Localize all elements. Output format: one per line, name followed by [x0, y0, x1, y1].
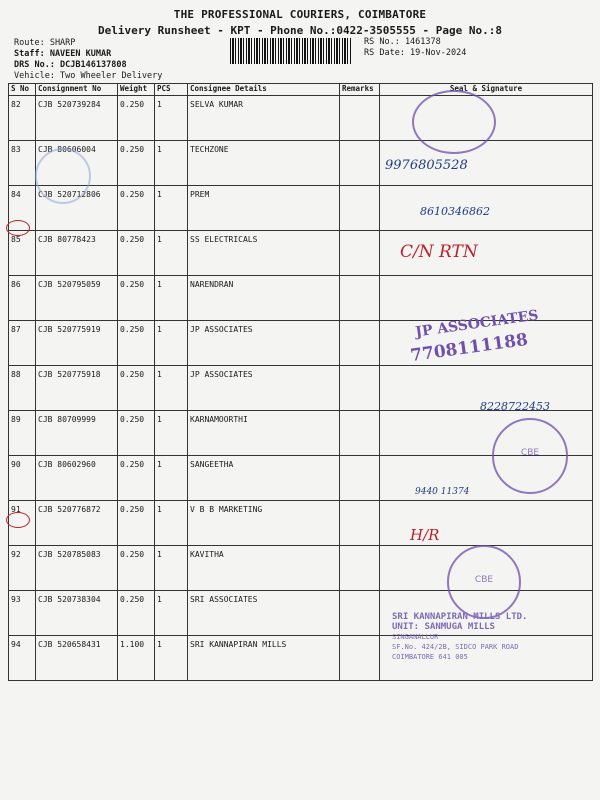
- company-title: THE PROFESSIONAL COURIERS, COIMBATORE: [173, 8, 427, 21]
- col-seal: Seal & Signature: [380, 84, 593, 96]
- round-stamp-top: [412, 90, 496, 154]
- handwriting-92: H/R: [410, 526, 440, 544]
- row-consignment: CJB 520785083: [36, 546, 118, 591]
- row-sno: 93: [9, 591, 36, 636]
- row-sno: 84: [9, 186, 36, 231]
- row-remarks: [340, 231, 380, 276]
- row-weight: 0.250: [118, 141, 155, 186]
- table-row: [9, 231, 593, 276]
- row-consignment: CJB 520738304: [36, 591, 118, 636]
- row-consignee: SS ELECTRICALS: [188, 231, 340, 276]
- seal-line-3: SINGANALLUR: [392, 633, 439, 641]
- row-consignment: CJB 520776872: [36, 501, 118, 546]
- row-remarks: [340, 591, 380, 636]
- row-consignee: SELVA KUMAR: [188, 96, 340, 141]
- row-pcs: 1: [155, 546, 188, 591]
- cbe-stamp-2-text: CBE: [474, 575, 494, 585]
- row-remarks: [340, 546, 380, 591]
- runsheet-subtitle: Delivery Runsheet - KPT - Phone No.:0422-3505555 - Page No.:8: [98, 24, 502, 37]
- row-weight: 0.250: [118, 186, 155, 231]
- row-weight: 0.250: [118, 96, 155, 141]
- row-consignment: CJB 520775919: [36, 321, 118, 366]
- round-stamp-left: [35, 148, 91, 204]
- row-sno: 86: [9, 276, 36, 321]
- row-consignment: CJB 80606004: [36, 141, 118, 186]
- row-sno: 88: [9, 366, 36, 411]
- row-sno: 90: [9, 456, 36, 501]
- meta-right: [364, 37, 466, 59]
- row-pcs: 1: [155, 366, 188, 411]
- company-seal-stamp: [392, 612, 552, 662]
- row-sno: 85: [9, 231, 36, 276]
- row-consignee: KARNAMOORTHI: [188, 411, 340, 456]
- col-remarks: Remarks: [340, 84, 380, 96]
- cbe-stamp-1: [492, 418, 568, 494]
- row-remarks: [340, 96, 380, 141]
- row-weight: 0.250: [118, 411, 155, 456]
- col-weight: Weight: [118, 84, 155, 96]
- row-weight: 1.100: [118, 636, 155, 681]
- row-weight: 0.250: [118, 456, 155, 501]
- row-consignee: JP ASSOCIATES: [188, 321, 340, 366]
- cbe-stamp-1-text: CBE: [520, 448, 540, 458]
- handwriting-89: 8228722453: [480, 400, 550, 413]
- handwriting-91: 9440 11374: [415, 487, 470, 497]
- row-consignment: CJB 80778423: [36, 231, 118, 276]
- row-remarks: [340, 141, 380, 186]
- table-row: [9, 96, 593, 141]
- row-remarks: [340, 321, 380, 366]
- row-weight: 0.250: [118, 321, 155, 366]
- row-remarks: [340, 501, 380, 546]
- red-circle-85: [6, 220, 30, 236]
- staff-label: Staff: NAVEEN KUMAR: [14, 49, 112, 59]
- cbe-stamp-2: [447, 545, 521, 619]
- barcode: [230, 38, 352, 64]
- row-consignee: TECHZONE: [188, 141, 340, 186]
- row-pcs: 1: [155, 636, 188, 681]
- row-sno: 82: [9, 96, 36, 141]
- row-consignee: JP ASSOCIATES: [188, 366, 340, 411]
- row-consignee: SRI ASSOCIATES: [188, 591, 340, 636]
- row-consignee: NARENDRAN: [188, 276, 340, 321]
- row-consignment: CJB 80709999: [36, 411, 118, 456]
- row-remarks: [340, 366, 380, 411]
- row-consignment: CJB 520795059: [36, 276, 118, 321]
- row-consignee: SRI KANNAPIRAN MILLS: [188, 636, 340, 681]
- table-row: [9, 186, 593, 231]
- jp-stamp-name: JP ASSOCIATES: [414, 307, 540, 341]
- table-row: [9, 501, 593, 546]
- row-sno: 89: [9, 411, 36, 456]
- col-consignment: Consignment No: [36, 84, 118, 96]
- row-consignment: CJB 80602960: [36, 456, 118, 501]
- red-circle-92: [6, 512, 30, 528]
- row-consignee: KAVITHA: [188, 546, 340, 591]
- row-sno: 91: [9, 501, 36, 546]
- row-pcs: 1: [155, 186, 188, 231]
- row-consignment: CJB 520775918: [36, 366, 118, 411]
- table-row: [9, 141, 593, 186]
- col-consignee: Consignee Details: [188, 84, 340, 96]
- row-sno: 94: [9, 636, 36, 681]
- row-consignee: SANGEETHA: [188, 456, 340, 501]
- row-consignee: PREM: [188, 186, 340, 231]
- row-pcs: 1: [155, 141, 188, 186]
- meta-left: [14, 38, 162, 82]
- col-pcs: PCS: [155, 84, 188, 96]
- seal-line-4: SF.No. 424/2B, SIDCO PARK ROAD: [392, 643, 519, 651]
- row-consignment: CJB 520658431: [36, 636, 118, 681]
- row-consignee: V B B MARKETING: [188, 501, 340, 546]
- row-remarks: [340, 276, 380, 321]
- handwriting-85: C/N RTN: [400, 242, 478, 262]
- seal-line-1: SRI KANNAPIRAN MILLS LTD.: [392, 612, 528, 622]
- col-sno: S No: [9, 84, 36, 96]
- seal-line-5: COIMBATORE 641 005: [392, 653, 468, 661]
- row-weight: 0.250: [118, 591, 155, 636]
- row-weight: 0.250: [118, 231, 155, 276]
- jp-stamp-phone: 7708111188: [409, 329, 530, 367]
- row-pcs: 1: [155, 591, 188, 636]
- row-weight: 0.250: [118, 501, 155, 546]
- row-remarks: [340, 411, 380, 456]
- seal-line-2: UNIT: SANMUGA MILLS: [392, 622, 495, 632]
- row-pcs: 1: [155, 321, 188, 366]
- drs-label: DRS No.: DCJB146137808: [14, 60, 127, 70]
- route-label: Route: SHARP: [14, 38, 76, 48]
- vehicle-label: Vehicle: Two Wheeler Delivery: [14, 71, 163, 81]
- row-pcs: 1: [155, 96, 188, 141]
- row-pcs: 1: [155, 456, 188, 501]
- row-remarks: [340, 456, 380, 501]
- row-remarks: [340, 186, 380, 231]
- row-weight: 0.250: [118, 366, 155, 411]
- rs-number: RS No.: 1461378: [364, 37, 441, 47]
- row-pcs: 1: [155, 231, 188, 276]
- row-consignment: CJB 520739284: [36, 96, 118, 141]
- row-consignment: CJB 520712806: [36, 186, 118, 231]
- rs-date: RS Date: 19-Nov-2024: [364, 48, 467, 58]
- row-remarks: [340, 636, 380, 681]
- row-pcs: 1: [155, 501, 188, 546]
- table-header: [9, 84, 593, 96]
- row-sno: 83: [9, 141, 36, 186]
- handwriting-84: 8610346862: [420, 205, 490, 218]
- row-pcs: 1: [155, 276, 188, 321]
- row-weight: 0.250: [118, 276, 155, 321]
- row-sno: 92: [9, 546, 36, 591]
- handwriting-83: 9976805528: [385, 158, 468, 173]
- row-pcs: 1: [155, 411, 188, 456]
- row-sno: 87: [9, 321, 36, 366]
- row-weight: 0.250: [118, 546, 155, 591]
